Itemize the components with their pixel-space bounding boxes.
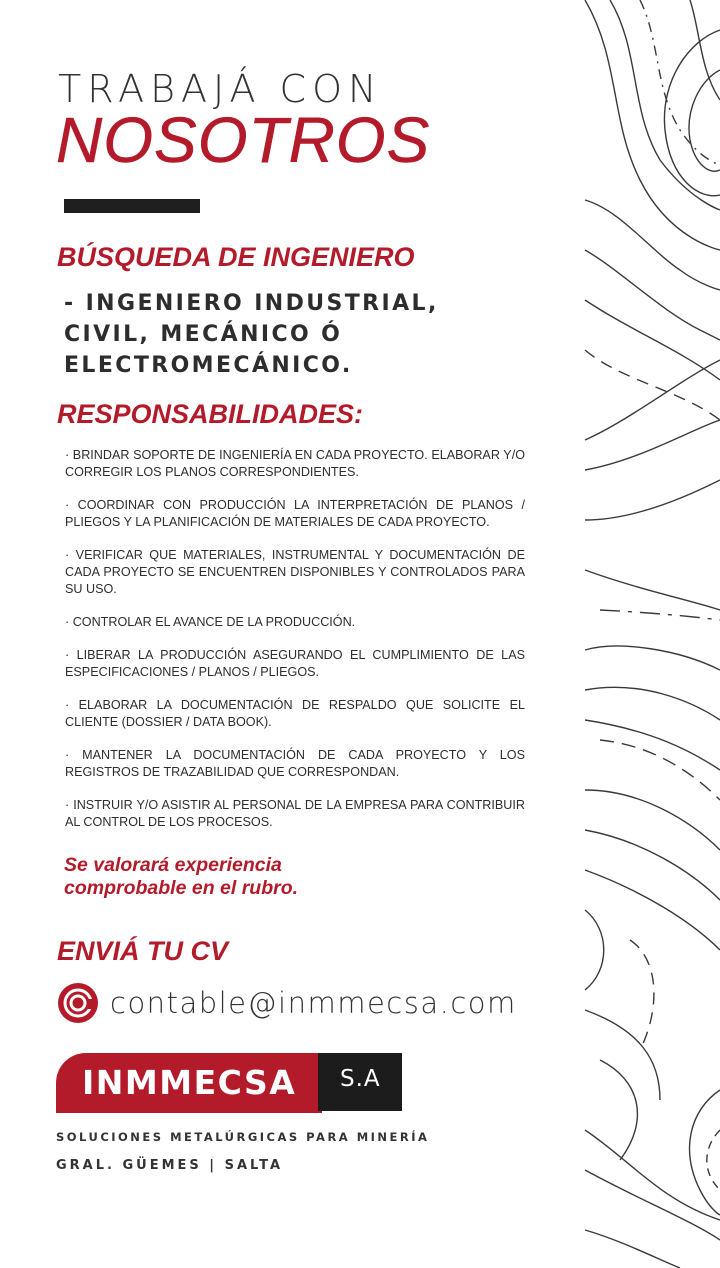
email-row [56, 980, 517, 1026]
list-item: · CONTROLAR EL AVANCE DE LA PRODUCCIÓN. [65, 615, 356, 629]
title-line-1: TRABAJÁ CON [58, 67, 383, 111]
title-underline-bar [64, 199, 200, 213]
list-item: · COORDINAR CON PRODUCCIÓN LA INTERPRETACIÓN DE PLANOS / PLIEGOS Y LA PLANIFICACIÓN DE MATERIALES DE CADA PROYECTO. [65, 498, 525, 529]
list-item: · ELABORAR LA DOCUMENTACIÓN DE RESPALDO QUE SOLICITE EL CLIENTE (DOSSIER / DATA BOOK). [65, 698, 525, 729]
list-item: · MANTENER LA DOCUMENTACIÓN DE CADA PROYECTO Y LOS REGISTROS DE TRAZABILIDAD QUE CORRESPONDAN. [65, 748, 525, 779]
email-link[interactable]: contable@inmmecsa.com [110, 986, 517, 1020]
company-logo-name: INMMECSA [82, 1063, 297, 1102]
list-item: · INSTRUIR Y/O ASISTIR AL PERSONAL DE LA EMPRESA PARA CONTRIBUIR AL CONTROL DE LOS PROCESOS. [65, 798, 525, 829]
company-location: GRAL. GÜEMES | SALTA [56, 1158, 284, 1173]
list-item: · BRINDAR SOPORTE DE INGENIERÍA EN CADA PROYECTO. ELABORAR Y/O CORREGIR LOS PLANOS CORRESPONDIENTES. [65, 448, 525, 479]
at-sign-icon [56, 981, 100, 1025]
list-item: · VERIFICAR QUE MATERIALES, INSTRUMENTAL Y DOCUMENTACIÓN DE CADA PROYECTO SE ENCUENTREN DISPONIBLES Y CONTROLADOS PARA SU USO. [65, 548, 525, 596]
send-cv-heading: ENVIÁ TU CV [57, 936, 229, 966]
responsibilities-heading: RESPONSABILIDADES: [57, 399, 364, 429]
title-line-2: NOSOTROS [56, 104, 431, 176]
list-item: · LIBERAR LA PRODUCCIÓN ASEGURANDO EL CUMPLIMIENTO DE LAS ESPECIFICACIONES / PLANOS / PLIEGOS. [65, 648, 525, 679]
company-logo-suffix: S.A [340, 1066, 381, 1092]
company-tagline: SOLUCIONES METALÚRGICAS PARA MINERÍA [56, 1130, 430, 1144]
responsibilities-list [65, 447, 525, 847]
experience-note: Se valorará experiencia comprobable en el rubro. [64, 854, 299, 899]
position-description: - INGENIERO INDUSTRIAL, CIVIL, MECÁNICO Ó ELECTROMECÁNICO. [64, 291, 439, 378]
search-heading: BÚSQUEDA DE INGENIERO [57, 242, 415, 272]
